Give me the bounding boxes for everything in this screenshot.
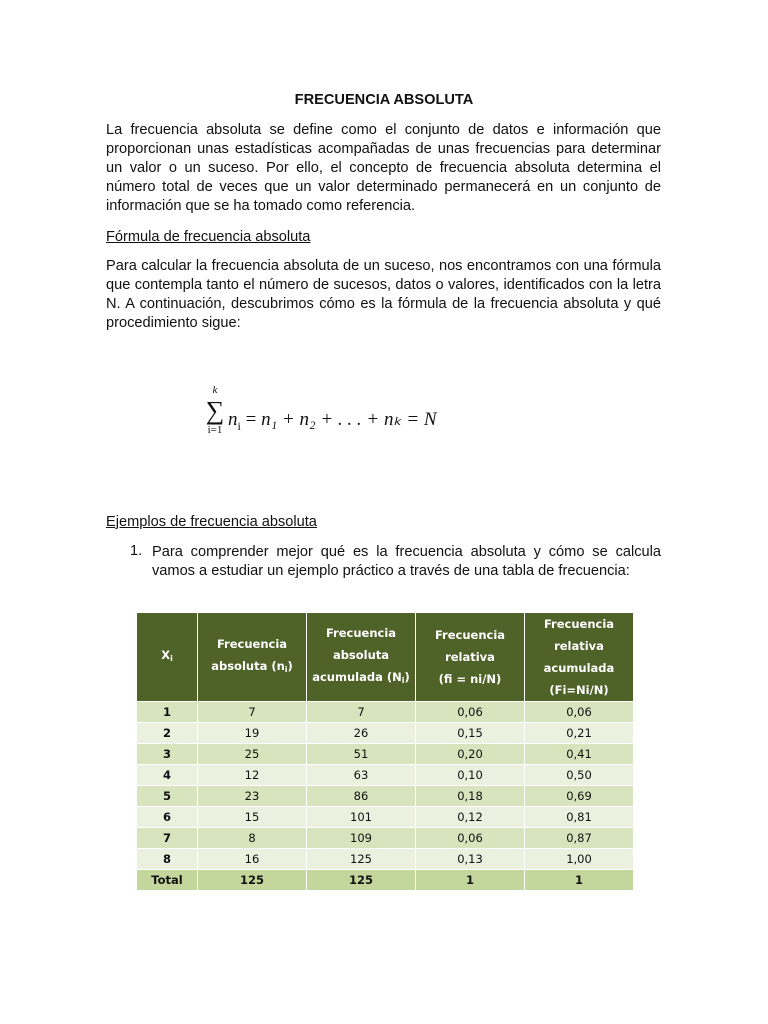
row-xi-cell: 4: [137, 765, 198, 786]
table-cell: 7: [307, 702, 416, 723]
total-cell: 1: [525, 870, 634, 891]
row-xi-cell: 8: [137, 849, 198, 870]
table-cell: 125: [307, 849, 416, 870]
row-xi-cell: 5: [137, 786, 198, 807]
table-row: [137, 828, 634, 849]
table-cell: 86: [307, 786, 416, 807]
page-title: FRECUENCIA ABSOLUTA: [294, 92, 474, 108]
table-cell: 0,06: [525, 702, 634, 723]
header-relative-frequency: Frecuencia relativa (fi = ni/N): [416, 613, 525, 702]
formula-paragraph: Para calcular la frecuencia absoluta de un suceso, nos encontramos con una fórmula que contempla tanto el número de sucesos, datos o valores, identificados con la letra N. A continuación, descubrimos cómo es la fórmula de la frecuencia absoluta y qué procedimiento sigue:: [106, 258, 661, 331]
row-xi-cell: 2: [137, 723, 198, 744]
table-row: [137, 744, 634, 765]
table-cell: 0,21: [525, 723, 634, 744]
summation-upper-limit: k: [212, 384, 218, 396]
row-xi-cell: 1: [137, 702, 198, 723]
table-cell: 8: [198, 828, 307, 849]
table-cell: 0,50: [525, 765, 634, 786]
table-cell: 0,69: [525, 786, 634, 807]
table-row: [137, 807, 634, 828]
table-row: [137, 723, 634, 744]
intro-paragraph: La frecuencia absoluta se define como el conjunto de datos e información que proporcionan unas estadísticas acompañadas de unas frecuencias para determinar un valor o un suceso. Por ello, el concepto de frecuencia absoluta determina el número total de veces que un valor determinado permanecerá en un conjunto de información que se ha tomado como referencia.: [106, 122, 661, 214]
table-cell: 51: [307, 744, 416, 765]
header-cumulative-relative-frequency: Frecuencia relativa acumulada (Fi=Ni/N): [525, 613, 634, 702]
table-cell: 26: [307, 723, 416, 744]
table-row: [137, 849, 634, 870]
table-cell: 0,13: [416, 849, 525, 870]
row-xi-cell: 7: [137, 828, 198, 849]
total-cell: 125: [198, 870, 307, 891]
table-cell: 109: [307, 828, 416, 849]
row-xi-cell: 6: [137, 807, 198, 828]
table-cell: 101: [307, 807, 416, 828]
table-cell: 63: [307, 765, 416, 786]
total-label: Total: [137, 870, 198, 891]
list-item-number: 1.: [130, 543, 143, 559]
table-cell: 0,06: [416, 828, 525, 849]
table-cell: 0,87: [525, 828, 634, 849]
table-cell: 1,00: [525, 849, 634, 870]
summation-symbol: k ∑ i=1: [205, 384, 225, 436]
table-cell: 12: [198, 765, 307, 786]
table-total-row: [137, 870, 634, 891]
table-row: [137, 702, 634, 723]
formula-expression: $n_i = n_1 + n_2$ + . . . + nₖ = N: [228, 409, 437, 433]
table-cell: 25: [198, 744, 307, 765]
table-cell: 0,20: [416, 744, 525, 765]
row-xi-cell: 3: [137, 744, 198, 765]
table-cell: 0,41: [525, 744, 634, 765]
table-cell: 16: [198, 849, 307, 870]
total-cell: 1: [416, 870, 525, 891]
table-cell: 0,10: [416, 765, 525, 786]
table-cell: 0,06: [416, 702, 525, 723]
header-absolute-frequency: Frecuencia absoluta $(n_i)$: [198, 613, 307, 702]
formula-rhs: n₁ + n₂ + . . . + nₖ = N: [261, 409, 437, 430]
table-row: [137, 765, 634, 786]
summation-lower-limit: i=1: [207, 424, 223, 436]
table-cell: 23: [198, 786, 307, 807]
header-cumulative-absolute-frequency: Frecuencia absoluta acumulada $(N_i)$: [307, 613, 416, 702]
table-cell: 0,15: [416, 723, 525, 744]
table-row: [137, 786, 634, 807]
table-cell: 0,81: [525, 807, 634, 828]
list-item-text: Para comprender mejor qué es la frecuencia absoluta y cómo se calcula vamos a estudiar un ejemplo práctico a través de una tabla de frecuencia:: [152, 544, 661, 579]
table-cell: 19: [198, 723, 307, 744]
table-header-row: [137, 613, 634, 702]
frequency-table: [136, 612, 634, 891]
examples-heading: Ejemplos de frecuencia absoluta: [106, 514, 317, 530]
table-cell: 15: [198, 807, 307, 828]
header-xi: $X_i$: [137, 613, 198, 702]
table-cell: 7: [198, 702, 307, 723]
formula-heading: Fórmula de frecuencia absoluta: [106, 229, 311, 245]
total-cell: 125: [307, 870, 416, 891]
table-cell: 0,12: [416, 807, 525, 828]
table-cell: 0,18: [416, 786, 525, 807]
